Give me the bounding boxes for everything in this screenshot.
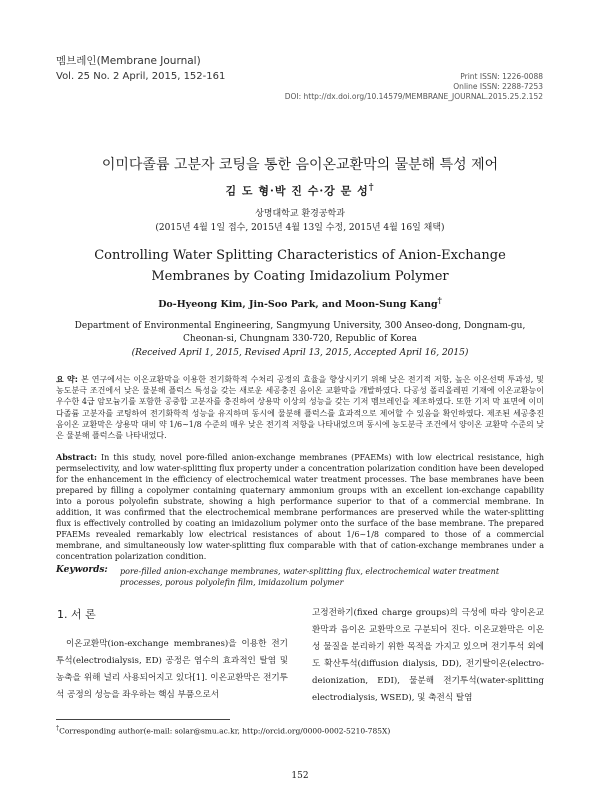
keywords xyxy=(56,565,540,588)
footnote-mark: † xyxy=(56,725,60,732)
abstract-english-text: In this study, novel pore-filled anion-exchange membranes (PFAEMs) with low electrical resistance, high permselectivity, and low water-splitting flux property under a concentration polarization condition have been developed for the enhancement in the efficiency of electrochemical water treatment processes. The base membranes have been prepared by filling a copolymer containing quaternary ammonium groups with an excellent ion-exchange capability into a porous polyolefin substrate, showing a high performance superior to that of a commercial membrane. In addition, it was confirmed that the electrochemical membrane performances are preserved while the water-splitting flux is effectively controlled by coating an imidazolium polymer onto the surface of the base membrane. The prepared PFAEMs revealed remarkably low electrical resistances of about 1/6~1/8 compared to those of a commercial membrane, and simultaneously low water-splitting flux comparable with that of cation-exchange membranes under a concentration polarization condition. xyxy=(56,453,544,561)
authors-english-names: Do-Hyeong Kim, Jin-Soo Park, and Moon-Sung Kang xyxy=(158,299,438,311)
authors-korean xyxy=(0,182,600,199)
keywords-text: pore-filled anion-exchange membranes, water-splitting flux, electrochemical water treatment processes, porous polyolefin film, imidazolium polymer xyxy=(120,567,500,587)
doi: DOI: http://dx.doi.org/10.14579/MEMBRANE_JOURNAL.2015.25.2.152 xyxy=(284,92,543,101)
online-issn: Online ISSN: 2288-7253 xyxy=(453,82,543,91)
issn-block xyxy=(285,72,543,102)
dates-english: (Received April 1, 2015, Revised April 13, 2015, Accepted April 16, 2015) xyxy=(131,348,469,358)
body-column-right: 고정전하기(fixed charge groups)의 극성에 따라 양이온교환막과 음이온 교환막으로 구분되어 진다. 이온교환막은 이온성 물질을 분리하기 위한 목적을 가지고 있으며 전기투석 외에도 확산투석(diffusion dialysis, DD), 전기탈이온(electro-deionization, EDI), 물분해 전기투석(water-splitting electrodialysis, WSED), 및 축전식 탈염 xyxy=(312,608,544,703)
dates-korean: (2015년 4월 1일 접수, 2015년 4월 13일 수정, 2015년 4월 16일 채택) xyxy=(155,223,445,233)
corresponding-mark-en: † xyxy=(437,296,442,305)
corresponding-mark: † xyxy=(368,182,375,193)
journal-name: 멤브레인(Membrane Journal) xyxy=(56,55,201,67)
abstract-english xyxy=(56,452,544,562)
footnote-rule xyxy=(56,719,230,720)
section-heading-intro: 1. 서 론 xyxy=(57,608,96,621)
abstract-english-label: Abstract: xyxy=(56,452,97,462)
title-korean: 이미다졸륨 고분자 코팅을 통한 음이온교환막의 물분해 특성 제어 xyxy=(101,157,499,173)
footnote-text: Corresponding author(e-mail: solar@smu.ac.kr, http://orcid.org/0000-0002-5210-785X) xyxy=(59,726,391,736)
body-column-left: 이온교환막(ion-exchange membranes)을 이용한 전기투석(electrodialysis, ED) 공정은 염수의 효과적인 탈염 및 농축을 위해 널리 사용되어지고 있다[1]. 이온교환막은 전기투석 공정의 성능을 좌우하는 핵심 부품으로서 xyxy=(56,639,288,700)
footnote xyxy=(56,724,390,737)
title-english: Controlling Water Splitting Characteristics of Anion-Exchange Membranes by Coating Imidazolium Polymer xyxy=(94,248,506,284)
affiliation-english: Department of Environmental Engineering, Sangmyung University, 300 Anseo-dong, Dongnam-gu, Cheonan-si, Chungnam 330-720, Republic of Korea xyxy=(74,321,526,344)
abstract-korean-label: 요 약: xyxy=(56,375,78,384)
abstract-korean-text: 본 연구에서는 이온교환막을 이용한 전기화학적 수처리 공정의 효율을 향상시키기 위해 낮은 전기적 저항, 높은 이온선택 투과성, 및 농도분극 조건에서 낮은 물분해 플럭스 특성을 갖는 새로운 세공충진 음이온 교환막을 개발하였다. 다공성 폴리올레핀 기재에 이온교환능이 우수한 4급 암모늄기를 포함한 공중합 고분자를 충진하여 상용막 이상의 성능을 갖는 기저 멤브레인을 제조하였다. 또한 기저 막 표면에 이미다졸륨 고분자를 코팅하여 전기화학적 성능을 유지하며 동시에 물분해 플럭스를 효과적으로 제어할 수 있음을 확인하였다. 제조된 세공충진 음이온 교환막은 상용막 대비 약 1/6~1/8 수준의 매우 낮은 전기적 저항을 나타내었으며 동시에 농도분극 조건에서 양이온 교환막 수준의 낮은 물분해 플럭스를 나타내었다. xyxy=(56,375,544,441)
abstract-korean xyxy=(56,374,544,441)
keywords-label: Keywords: xyxy=(56,565,108,575)
print-issn: Print ISSN: 1226-0088 xyxy=(460,72,543,81)
authors-english xyxy=(0,296,600,310)
page-number: 152 xyxy=(291,771,309,781)
authors-korean-names: 김 도 형·박 진 수·강 문 성 xyxy=(225,184,369,198)
affiliation-korean: 상명대학교 환경공학과 xyxy=(255,209,345,219)
volume-info: Vol. 25 No. 2 April, 2015, 152-161 xyxy=(56,71,226,82)
